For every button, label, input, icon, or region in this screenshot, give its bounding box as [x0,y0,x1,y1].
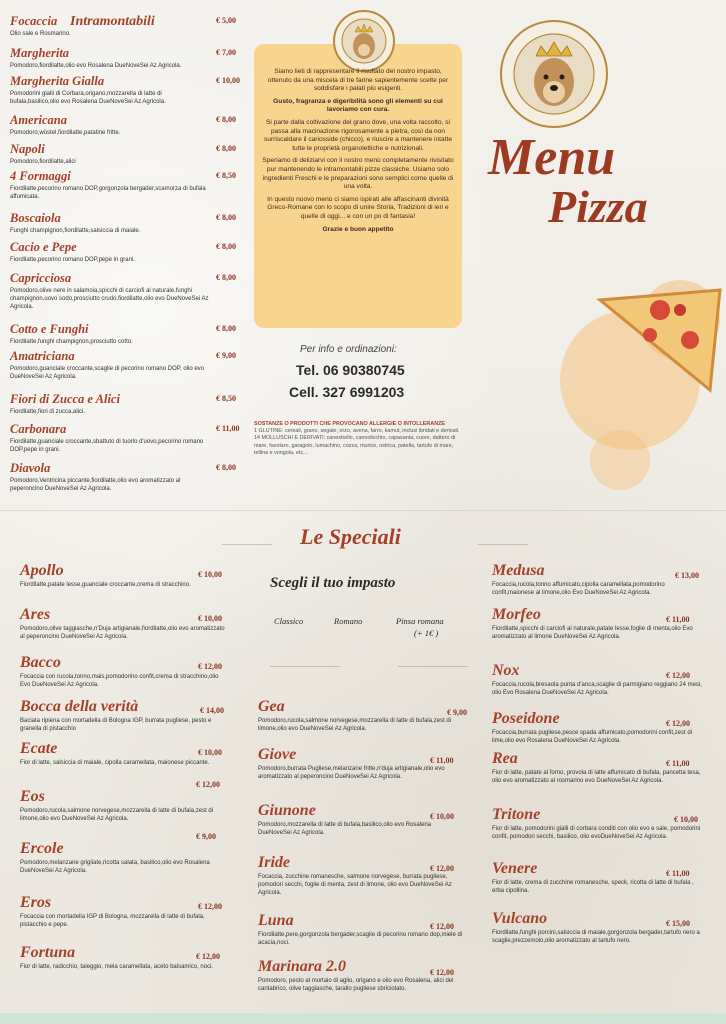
pizza-name-tritone: Tritone [492,806,541,823]
pizza-name-margherita: Margherita [10,46,70,60]
pizza-price-cotto-e-funghi: € 8,00 [216,324,236,333]
contact-cell[interactable]: Cell. 327 6991203 [289,384,405,400]
pizza-desc-amatriciana: Pomodoro,guanciale croccante,scaglie di pecorino romano DOP, olio evo DueNoveSei Az Agricola. [10,366,205,381]
pizza-name-ecate: Ecate [20,740,58,757]
pizza-desc-nox: Focaccia,rucola,bresaola punta d'anca,scaglie di parmigiano reggiano 24 mesi, olio Evo Rosalena DueNoveSei Az Agricola. [492,682,702,697]
pizza-name-apollo: Apollo [20,562,64,579]
pizza-name-4-formaggi: 4 Formaggi [10,169,71,183]
pizza-name-diavola: Diavola [10,461,51,475]
impasto-rule-right [398,666,468,667]
pizza-price-eros: € 12,00 [198,902,222,911]
pizza-price-4-formaggi: € 8,50 [216,171,236,180]
section-divider [0,510,726,511]
pizza-price-tritone: € 10,00 [674,815,698,824]
logo-small [333,10,395,72]
pizza-price-vulcano: € 15,00 [666,919,690,928]
section-title-speciali: Le Speciali [300,524,401,549]
pizza-name-marinara-2-0: Marinara 2.0 [258,958,347,975]
pizza-name-eros: Eros [20,894,52,911]
menu-title: Menu [488,129,616,186]
pizza-desc-cotto-e-funghi: Fiordilatte,funghi champignon,prosciutto cotto. [10,339,133,345]
pizza-name-ercole: Ercole [20,840,64,857]
pizza-name-rea: Rea [492,750,518,767]
pizza-desc-napoli: Pomodoro,fiordilatte,alici [10,159,76,165]
pizza-price-carbonara: € 11,00 [216,424,240,433]
pizza-name-luna: Luna [258,912,294,929]
dog-with-crown-icon [335,12,393,70]
pizza-price-iride: € 12,00 [430,864,454,873]
pizza-price-bocca-della-verita: € 14,00 [200,706,224,715]
intro-p1: Siamo lieti di rappresentare il risultato del nostro impasto, ottenuto da una miscela di tre farine sapientemente scelte per soddisfare i palati più esigenti. [267,68,449,93]
pizza-desc-venere: Fior di latte, crema di zucchine romanesche, speck, ricotta di latte di bufala , erba cipollina. [492,880,694,895]
pizza-name-poseidone: Poseidone [492,710,560,727]
pizza-desc-gea: Pomodoro,rucola,salmone norvegese,mozzarella di latte di bufala,zest di limone,olio evo DueNoveSei Az Agricola. [258,718,452,733]
pizza-desc-tritone: Fior di latte, pomodorini gialli di corbara conditi con olio evo e sale, pomodorini confit, pomodori secchi, basilico, olio evoDueNoveSei Az Agricola. [492,826,701,841]
pizza-price-luna: € 12,00 [430,922,454,931]
pizza-name-eos: Eos [20,788,45,805]
impasto-extra-cost: (+ 1€ ) [414,628,439,638]
pizza-name-gea: Gea [258,698,285,715]
intro-p3: Si parte dalla coltivazione del grano dove, una volta raccolto, si passa alla macinazione rigorosamente a pietra, così da non surriscaldare il cariosside (chicco), e riuscire a mantenere intatte tutte le proprietà organolettiche e nutrizionali. [264,118,452,152]
intro-p6: Grazie e buon appetito [322,225,394,233]
pizza-desc-apollo: Fiordilatte,patate lesse,guanciale croccante,crema di stracchino. [20,582,191,588]
pizza-price-diavola: € 8,00 [216,463,236,472]
allergens-item2: 14 MOLLUSCHI E DERIVATI: canestrello, cannolicchio, capasanta, cuore, dattero di mare, fasolaro, garagolo, lumachino, cozza, murice, ostrica, patella, tartufo di mare, tellina e vongola, etc... [254,435,456,456]
pizza-price-giunone: € 10,00 [430,812,454,821]
pizza-price-ares: € 10,00 [198,614,222,623]
pizza-name-amatriciana: Amatriciana [10,349,75,363]
pizza-desc-morfeo: Fiordilatte,spicchi di carciofi al naturale,patate lesse,foglie di menta,olio Evo aromatizzato al limone DueNoveSei Az Agricola. [492,626,693,641]
pizza-name-giunone: Giunone [258,802,316,819]
speciali-rule-left [222,544,272,545]
pizza-title: Pizza [548,181,648,232]
pizza-price-poseidone: € 12,00 [666,719,690,728]
allergens-block [254,421,466,457]
pizza-desc-poseidone: Focaccia,burrata pugliese,pesce spada affumicato,pomodorini confit,zest di lime,olio evo Rosalena DueNoveSei Az Agricola. [492,730,693,745]
pizza-desc-bocca-della-verita: Baciata ripiena con mortadella di Bologna IGP, burrata pugliese, pesto e granella di pistacchio [20,718,212,733]
pizza-desc-giove: Pomodoro,burrata Pugliese,melanzane fritte,n'duja artigianale,olio evo aromatizzato al peperoncino DueNoveSei Az Agricola. [258,766,445,781]
pizza-name-napoli: Napoli [10,142,45,156]
pizza-price-fiori-di-zucca-e-alici: € 8,50 [216,394,236,403]
pizza-desc-cacio-e-pepe: Fiordilatte,pecorino romano DOP,pepe in grani. [10,257,135,263]
contact-tel[interactable]: Tel. 06 90380745 [296,362,405,378]
pizza-name-venere: Venere [492,860,538,877]
dog-with-crown-icon [502,22,606,126]
pizza-name-vulcano: Vulcano [492,910,548,927]
intro-p2: Gusto, fragranza e digeribilità sono gli elementi su cui lavoriamo con cura. [273,97,443,114]
pizza-price-margherita-gialla: € 10,00 [216,76,240,85]
pizza-name-morfeo: Morfeo [492,606,541,623]
pizza-desc-vulcano: Fiordilatte,funghi porcini,salsiccia di maiale,gorgonzola bergader,tartufo nero a scaglie,prezzemolo,olio aromatizzato al tartufo nero. [492,930,700,945]
impasto-option-classico[interactable]: Classico [274,616,304,626]
pizza-name-fiori-di-zucca-e-alici: Fiori di Zucca e Alici [10,392,120,406]
intro-p5: In questo nuovo menù ci siamo ispirati alle affascinanti divinità Greco-Romane con lo scopo di unire Storia, Tradizioni di ieri e quelle di oggi... e con un po di fantasia! [267,195,449,220]
pizza-name-capricciosa: Capricciosa [10,271,72,285]
pizza-price-medusa: € 13,00 [675,571,699,580]
pizza-name-boscaiola: Boscaiola [10,211,61,225]
pizza-desc-rea: Fior di latte, patate al forno, provola di latte affumicato di bufala, pancetta tesa, olio evo aromatizzato al rosmarino evo DueNoveSei Az Agricola. [492,770,701,785]
pizza-desc-eos: Pomodoro,rucola,salmone norvegese,mozzarella di latte di bufala,zest di limone,olio evo DueNoveSei Az Agricola. [20,808,214,823]
impasto-option-romano[interactable]: Romano [334,616,363,626]
intro-p4: Speriamo di deliziarvi con il nostro menù completamente rivisitato pur mantenendo le intramontabili pizze classiche. Usiamo solo ingredienti Freschi e le preparazioni sono semplici come quelle di una volta. [262,157,454,191]
pizza-desc-americana: Pomodoro,wüstel,fiordilatte,patatine fritte. [10,130,121,136]
pizza-price-margherita: € 7,00 [216,48,236,57]
pizza-name-focaccia: Focaccia [10,14,58,28]
pizza-price-amatriciana: € 9,00 [216,351,236,360]
pizza-name-bocca-della-verita: Bocca della verità [20,698,139,715]
pizza-price-venere: € 11,00 [666,869,690,878]
pizza-price-apollo: € 10,00 [198,570,222,579]
pizza-price-americana: € 8,00 [216,115,236,124]
pizza-desc-carbonara: Fiordilatte,guanciale croccante,sbattuto di tuorlo d'uovo,pecorino romano DOP,pepe in grani. [10,439,204,454]
pizza-price-ercole: € 9,00 [196,832,216,841]
pizza-name-cotto-e-funghi: Cotto e Funghi [10,322,89,336]
pizza-illustration [560,230,726,510]
impasto-title: Scegli il tuo impasto [270,575,396,591]
pizza-price-nox: € 12,00 [666,671,690,680]
pizza-price-fortuna: € 12,00 [196,952,220,961]
pizza-price-boscaiola: € 8,00 [216,213,236,222]
contact-label: Per info e ordinazioni: [300,344,397,355]
pizza-price-rea: € 11,00 [666,759,690,768]
pizza-name-medusa: Medusa [492,562,545,579]
pizza-desc-ercole: Pomodoro,melanzane grigliate,ricotta salata, basilico,olio evo Rosalena DueNoveSei Az Agricola. [20,860,210,875]
pizza-name-giove: Giove [258,746,297,763]
pizza-slice-icon [560,230,726,510]
pizza-name-ares: Ares [20,606,51,623]
pizza-desc-diavola: Pomodoro,Ventricina piccante,fiordilatte,olio evo aromatizzato al peperoncino DueNoveSei Az Agricola. [10,478,181,493]
pizza-desc-iride: Focaccia, zucchine romanesche, salmone norvegese, burrata pugliese, pomodori secchi, foglie di menta, zest di limone, olio evo DueNoveSei Az Agricola. [258,874,452,897]
pizza-name-nox: Nox [492,662,520,679]
pizza-desc-marinara-2-0: Pomodoro, pesto al mortaio di aglio, origano e olio evo Rosalena, alici del cantabrico, olive taggiasche, tarallo pugliese sbriciolato. [258,978,454,993]
pizza-desc-boscaiola: Funghi champignon,fiordilatte,salsiccia di maiale. [10,228,141,234]
pizza-name-fortuna: Fortuna [20,944,76,961]
pizza-name-bacco: Bacco [20,654,61,671]
pizza-desc-bacco: Focaccia con rucola,tonno,mais,pomodorino confit,crema di stracchino,olio Evo DueNoveSei Az Agricola. [20,674,219,689]
impasto-rule-left [270,666,340,667]
speciali-rule-right [478,544,528,545]
pizza-desc-fortuna: Fior di latte, radicchio, taleggio, mela caramellata, aceto balsamico, noci. [20,964,214,970]
pizza-desc-focaccia: Olio sale e Rosmarino. [10,31,71,37]
pizza-desc-medusa: Focaccia,rucola,tonno affumicato,cipolla caramellata,pomodorino confit,maionese al limone,olio Evo DueNoveSei Az Agricola. [492,582,665,597]
pizza-price-eos: € 12,00 [196,780,220,789]
pizza-price-ecate: € 10,00 [198,748,222,757]
pizza-desc-ecate: Fior di latte, salsiccia di maiale, cipolla caramellata, maionese piccante. [20,760,210,766]
pizza-name-iride: Iride [258,854,290,871]
pizza-price-napoli: € 8,00 [216,144,236,153]
pizza-price-bacco: € 12,00 [198,662,222,671]
pizza-price-capricciosa: € 8,00 [216,273,236,282]
pizza-name-americana: Americana [10,113,67,127]
logo-large [500,20,608,128]
pizza-desc-fiori-di-zucca-e-alici: Fiordilatte,fiori di zucca,alici. [10,409,86,415]
section-title-intramontabili: Intramontabili [70,14,155,29]
impasto-option-pinsa[interactable]: Pinsa romana [396,616,444,626]
pizza-desc-luna: Fiordilatte,pere,gorgonzola bergader,scaglie di pecorino romano dop,miele di acacia,noci. [258,932,463,947]
pizza-desc-ares: Pomodoro,olive taggiasche,n'Duja artigianale,fiordilatte,olio evo aromatizzato al peperoncino DueNoveSei Az Agricola. [20,626,225,641]
pizza-desc-eros: Focaccia con mortadella IGP di Bologna, mozzarella di latte di bufala, pistacchio e pepe. [20,914,205,929]
pizza-desc-margherita-gialla: Pomodorini gialli di Corbara,origano,mozzarella di latte di bufala,basilico,olio evo Rosalena DueNoveSei Az Agricola. [10,91,166,106]
intro-text [262,68,454,234]
bottom-strip [0,1013,726,1024]
pizza-price-cacio-e-pepe: € 8,00 [216,242,236,251]
pizza-desc-giunone: Pomodoro,mozzarella di latte di bufala,basilico,olio evo Rosalena DueNoveSei Az Agricola. [258,822,432,837]
pizza-price-focaccia: € 5,00 [216,16,236,25]
pizza-name-margherita-gialla: Margherita Gialla [10,74,105,88]
allergens-item1: 1 GLUTINE: cereali, grano, segale, orzo, avena, farro, kamut, inclusi ibridati e derivati. [254,428,460,435]
pizza-price-giove: € 11,00 [430,756,454,765]
pizza-name-cacio-e-pepe: Cacio e Pepe [10,240,77,254]
allergens-heading: SOSTANZE O PRODOTTI CHE PROVOCANO ALLERGIE O INTOLLERANZE [254,421,445,427]
pizza-name-carbonara: Carbonara [10,422,67,436]
pizza-desc-margherita: Pomodoro,fiordilatte,olio evo Rosalena DueNoveSei Az Agricola. [10,63,182,69]
pizza-desc-capricciosa: Pomodoro,olive nere in salamoia,spicchi di carciofi al naturale,funghi champignon,uovo sodo,prosciutto crudo,fiordilatte,olio evo DueNoveSei Az Agricola. [10,288,209,311]
pizza-price-marinara-2-0: € 12,00 [430,968,454,977]
pizza-price-gea: € 9,00 [447,708,467,717]
pizza-price-morfeo: € 11,00 [666,615,690,624]
pizza-desc-4-formaggi: Fiordilatte,pecorino romano DOP,gorgonzola bergader,scamorza di bufala affumicata. [10,186,206,201]
